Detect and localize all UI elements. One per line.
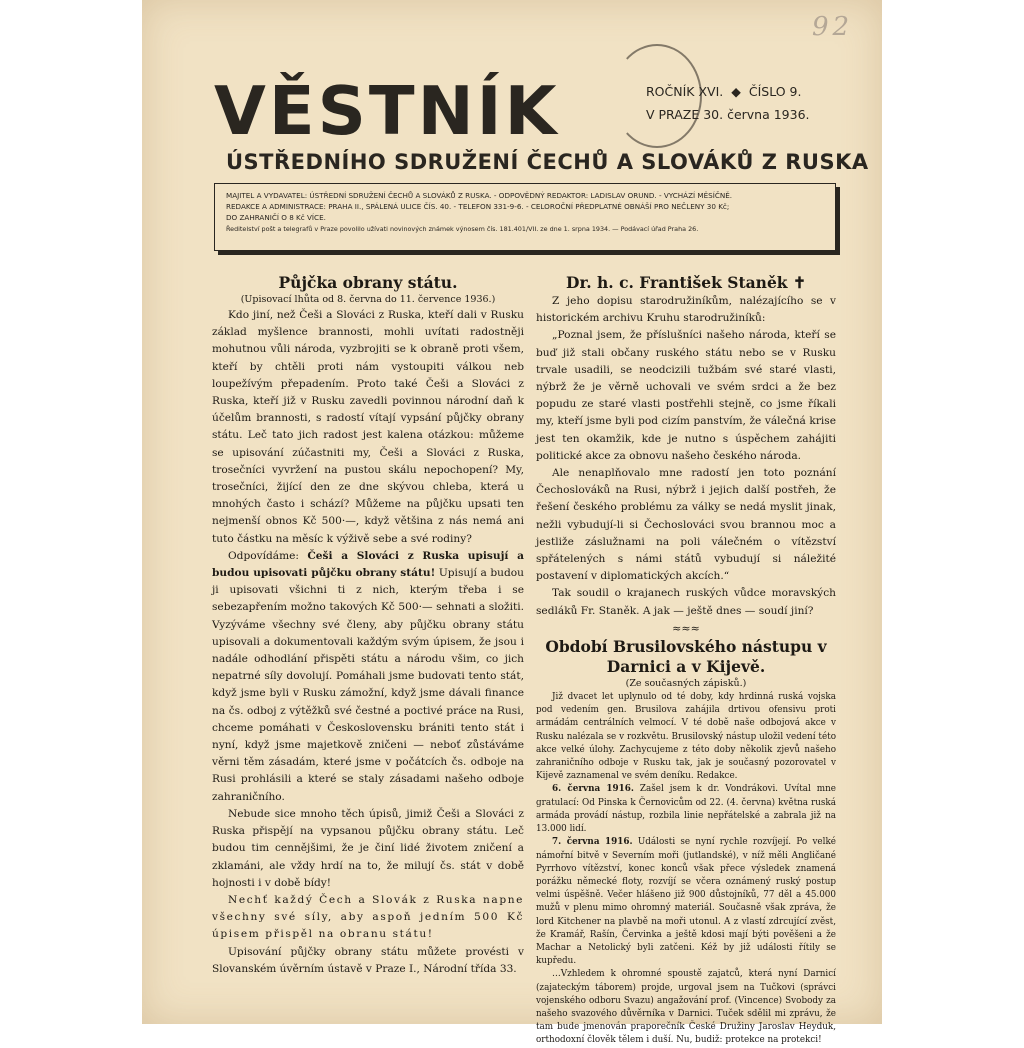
postal-permit-note: Ředitelství pošt a telegrafů v Praze povolilo užívati novinových známek výnosem čís. 181.401/VII. ze dne 1. srpna 1934. — Podávací úřad Praha 26. — [226, 224, 699, 233]
paragraph: Upisování půjčky obrany státu můžete provésti v Slovanském úvěrním ústavě v Praze I., Národní třída 33. — [212, 945, 524, 975]
diary-entry — [536, 783, 836, 836]
diary-text: Zašel jsem k dr. Vondrákovi. Uvítal mne gratulací: Od Pinska k Černovicům od 22. (4. června) května ruská armáda provádí nástup, rozbila linie nepřátelské a zabrala již na 13.000 lidí. — [536, 784, 836, 835]
paragraph-quote: „Poznal jsem, že příslušníci našeho národa, kteří se buď již stali občany ruského státu nebo se v Rusku trvale usadili, se neodcizili tužbám své staré vlasti, nýbrž že je věrně uchovali ve svém srdci a že bez popudu ze staré vlasti postřehli stejně, co jsme říkali my, kteří jsme byli pod cizím panstvím, že válečná krise jest ten okamžik, kde je nutno s úspěchem zahájiti politické akce za obnovu našeho českého národa. — [536, 329, 836, 462]
imprint-line: DO ZAHRANIČÍ O 8 Kč VÍCE. — [226, 213, 326, 223]
ornament-divider: ≈≈≈ — [672, 621, 700, 635]
newspaper-page — [142, 0, 882, 1046]
handwritten-number: 92 — [812, 12, 854, 42]
paragraph: Nebude sice mnoho těch úpisů, jimiž Češi a Slováci z Ruska přispějí na vypsanou půjčku obrany státu. Leč budou tim cennějšimi, že je činí lidé životem zničení a zklamáni, ale vždy hrdí na to, že milují čs. stát v době hojnosti i v době bídy! — [212, 807, 524, 889]
volume: ROČNÍK XVI. — [646, 84, 724, 99]
paragraph-quote: Ale nenaplňovalo mne radostí jen toto poznání Čechoslováků na Rusi, nýbrž i jejich další postřeh, že řešení českého problému za války se nedá myslit jinak, nežli vybudují-li si Čechoslováci svou brannou moc a jestliže záslužnami na poli válečném o vítězství spřátelených s námi států vybudují si náležité postavení v diplomatických akcích.“ — [536, 467, 836, 583]
paragraph — [212, 548, 524, 806]
article-title — [536, 273, 836, 293]
paragraph — [536, 691, 836, 783]
editor-signature: Redakce. — [696, 771, 738, 782]
masthead-subtitle: ÚSTŘEDNÍHO SDRUŽENÍ ČECHŮ A SLOVÁKŮ Z RUSKA — [226, 150, 869, 174]
issue-number: ČÍSLO 9. — [748, 84, 802, 99]
diary-section — [536, 691, 836, 1047]
paragraph-lead: Odpovídáme: — [228, 549, 308, 562]
article-title: Období Brusilovského nástupu v Darnici a v Kijevě. — [545, 637, 827, 677]
paragraph: Z jeho dopisu starodružiníkům, nalézajícího se v historickém archivu Kruhu starodružiníků: — [536, 295, 836, 325]
paragraph-appeal: Nechť každý Čech a Slovák z Ruska napne všechny své síly, aby aspoň jedním 500 Kč úpisem přispěl na obranu státu! — [212, 893, 524, 941]
masthead-title: VĚSTNÍK — [214, 72, 560, 150]
issue-info — [646, 80, 810, 126]
paragraph-bold: Češi a Slováci z Ruska upisují a budou upisovati půjčku obrany státu! — [212, 549, 524, 580]
paragraph: Tak soudil o krajanech ruských vůdce moravských sedláků Fr. Staněk. A jak — ještě dnes — soudí jiní? — [536, 587, 836, 617]
left-column — [212, 273, 524, 978]
paragraph-rest: Upisují a budou ji upisovati všichni ti z nich, kterým třeba i se sebezapřením možno takových Kč 500·— sehnati a složiti. Vyzýváme všechny své členy, aby půjčku obrany státu upisovali a dokumentovali každým svým úpisem, že jsou i nadále odhodlání přispěti státu a národu všim, co jich nepatrné síly dovolují. Pomáhali jsme budovati tento stát, když jsme byli v Rusku zámožní, když jsme dávali finance na čs. odboj z výtěžků své čestné a poctivé práce na Rusi, chceme pomáhati v Československu brániti tento stát i nyní, když jsme majetkově zničeni — neboť zůstáváme věrni těm zásadám, které jsme v počátcích čs. odboje na Rusi prohlásili a které se staly zásadami našeho odboje zahraničního. — [212, 567, 524, 803]
article-title-text: Dr. h. c. František Staněk — [566, 273, 788, 292]
diary-date: 6. června 1916. — [552, 784, 634, 795]
cross-icon: ✝ — [792, 273, 806, 292]
issue-date: V PRAZE 30. června 1936. — [646, 107, 810, 122]
imprint-line: MAJITEL A VYDAVATEL: ÚSTŘEDNÍ SDRUŽENÍ ČECHŮ A SLOVÁKŮ Z RUSKA. - ODPOVĚDNÝ REDAKTOR: LADISLAV ORUND. - VYCHÁZÍ MĚSÍČNĚ. — [226, 191, 733, 200]
diary-entry: …Vzhledem k ohromné spoustě zajatců, která nyní Darnicí (zajateckým táborem) projde, urgoval jsem na Tučkovi (správci vojenského odboru Svazu) angažování prof. (Vincence) Svobody za našeho svazového důvěrníka v Darnici. Tuček sdělil mi zprávu, že tam bude jmenován praporečník České Družiny Jaroslav Heyduk, orthodoxní člověk tělem i duší. Nu, budiž: protekce na protekci! — [536, 969, 836, 1046]
intro-text: Již dvacet let uplynulo od té doby, kdy hrdinná ruská vojska pod vedením gen. Brusilova zahájila drtivou ofensivu proti armádám centrálních velmocí. V té době naše odbojová akce v Rusku nalézala se v rozkvětu. Brusilovský nástup uložil vedení této akce velké úlohy. Zachycujeme z této doby několik zjevů našeho zahraničního odboje v Rusku tak, jak je současný pozorovatel v Kijevě zaznamenal ve svém deníku. — [536, 692, 836, 782]
article-title: Půjčka obrany státu. — [278, 273, 458, 292]
article-subtitle: (Upisovací lhůta od 8. června do 11. července 1936.) — [240, 294, 496, 305]
paragraph: Kdo jiní, než Češi a Slováci z Ruska, kteří dali v Rusku základ myšlence brannosti, mohli uvítati radostněji mohutnou vůli národa, vyzbrojiti se k obraně proti všem, kteří by chtěli proti nám vystoupiti válkou neb loupežívým přepadením. Proto také Češi a Slováci z Ruska, kteří již v Rusku zavedli povinnou národní daň k účelům brannosti, s radostí vítají vypsání půjčky obrany státu. Leč tato jich radost jest kalena otázkou: můžeme se upisování zúčastniti my, Češi a Slováci z Ruska, trosečníci vyvržení na pustou skálu nepochopení? My, trosečníci, žijící den ze dne skývou chleba, která u mnohých často i schází? Můžeme na půjčku upsati ten nejmenší obnos Kč 500·—, když většina z nás nemá ani tuto částku na měsíc k výživě sebe a své rodiny? — [212, 309, 524, 545]
imprint-line: REDAKCE A ADMINISTRACE: PRAHA II., SPÁLENÁ ULICE ČÍS. 40. - TELEFON 331-9-6. - CELOROČNÍ PŘEDPLATNÉ OBNÁŠÍ PRO NEČLENY 30 Kč; — [226, 202, 730, 212]
diary-entry — [536, 836, 836, 968]
diamond-icon: ◆ — [731, 84, 741, 99]
imprint — [226, 190, 836, 235]
article-subtitle: (Ze současných zápisků.) — [625, 678, 747, 690]
right-column — [536, 273, 836, 1048]
diary-date: 7. června 1916. — [552, 837, 633, 848]
diary-text: Události se nyní rychle rozvíjejí. Po velké námořní bitvě v Severním moři (jutlandské), v níž měli Angličané Pyrrhovo vítězství, konec konců však přece výsledek znamená porážku německé floty, rozvíjí se včera oznámený ruský postup velmi úspěšně. Večer hlášeno již 900 důstojníků, 77 děl a 45.000 mužů v plenu mimo ohromný materiál. Současně však zpráva, že lord Kitchener na plavbě na moři utonul. A z vlastí zdrcující zvěst, že Kramář, Rašín, Červinka a ještě kdosi mají býti pověšeni a že Machar a Netolický byli zatčeni. Kéž by již události řítily se kupředu. — [536, 837, 836, 967]
